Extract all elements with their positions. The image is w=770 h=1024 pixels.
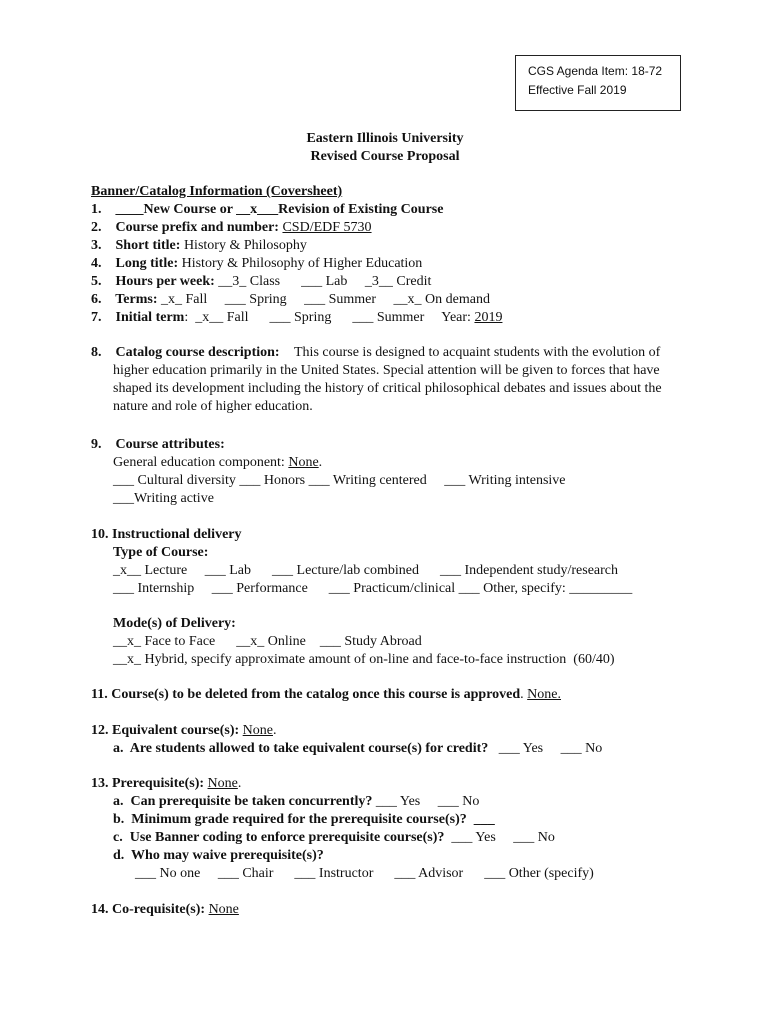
item-9-label: 9. Course attributes: [91, 437, 225, 452]
item-10-label: 10. Instructional delivery [91, 527, 242, 542]
item-13b: b. Minimum grade required for the prerequisite course(s)? ___ [113, 812, 495, 827]
item-13a: a. Can prerequisite be taken concurrently? ___ Yes ___ No [113, 794, 480, 809]
item-12a: a. Are students allowed to take equivalent course(s) for credit? ___ Yes ___ No [113, 741, 603, 756]
proposal-title: Revised Course Proposal [310, 149, 460, 164]
item-6: 6. Terms: _x_ Fall ___ Spring ___ Summer __x_ On demand [91, 292, 490, 307]
attributes-line-1: ___ Cultural diversity ___ Honors ___ Writing centered ___ Writing intensive [113, 473, 566, 488]
delivery-modes-label: Mode(s) of Delivery: [113, 616, 236, 631]
item-5: 5. Hours per week: __3_ Class ___ Lab _3__ Credit [91, 274, 432, 289]
banner-heading: Banner/Catalog Information (Coversheet) [91, 184, 343, 199]
item-14: 14. Co-requisite(s): None [91, 902, 239, 917]
university-title: Eastern Illinois University [306, 131, 464, 146]
course-type-line-2: ___ Internship ___ Performance ___ Practicum/clinical ___ Other, specify: _________ [113, 581, 633, 596]
item-3: 3. Short title: History & Philosophy [91, 238, 307, 253]
item-7: 7. Initial term: _x__ Fall ___ Spring ___ Summer Year: 2019 [91, 310, 503, 325]
agenda-item: CGS Agenda Item: 18-72 [528, 64, 663, 78]
item-13d-options: ___ No one ___ Chair ___ Instructor ___ Advisor ___ Other (specify) [135, 866, 594, 881]
attributes-line-2: ___Writing active [113, 491, 214, 506]
item-13c: c. Use Banner coding to enforce prerequisite course(s)? ___ Yes ___ No [113, 830, 555, 845]
item-2: 2. Course prefix and number: CSD/EDF 5730 [91, 220, 372, 235]
delivery-mode-line-2: __x_ Hybrid, specify approximate amount of on-line and face-to-face instruction (60/40) [113, 652, 615, 667]
gen-ed-component: General education component: None. [113, 455, 323, 470]
item-1: 1. ____New Course or __x___Revision of Existing Course [91, 202, 444, 217]
item-13: 13. Prerequisite(s): None. [91, 776, 242, 791]
course-type-line-1: _x__ Lecture ___ Lab ___ Lecture/lab combined ___ Independent study/research [113, 563, 619, 578]
agenda-box [515, 55, 681, 111]
item-8-label: 8. Catalog course description: [91, 345, 284, 360]
item-11: 11. Course(s) to be deleted from the catalog once this course is approved. None. [91, 687, 561, 702]
item-13d: d. Who may waive prerequisite(s)? [113, 848, 324, 863]
item-8-description: This course is designed to acquaint students with the evolution of higher education primarily in the United States. Special attention will be given to forces that have shaped its development including the history of critical philosophical debates and issues about the nature and role of higher education. [113, 345, 662, 414]
agenda-effective: Effective Fall 2019 [528, 83, 627, 97]
delivery-mode-line-1: __x_ Face to Face __x_ Online ___ Study Abroad [113, 634, 422, 649]
type-of-course-label: Type of Course: [113, 545, 209, 560]
item-4: 4. Long title: History & Philosophy of Higher Education [91, 256, 423, 271]
item-12: 12. Equivalent course(s): None. [91, 723, 277, 738]
